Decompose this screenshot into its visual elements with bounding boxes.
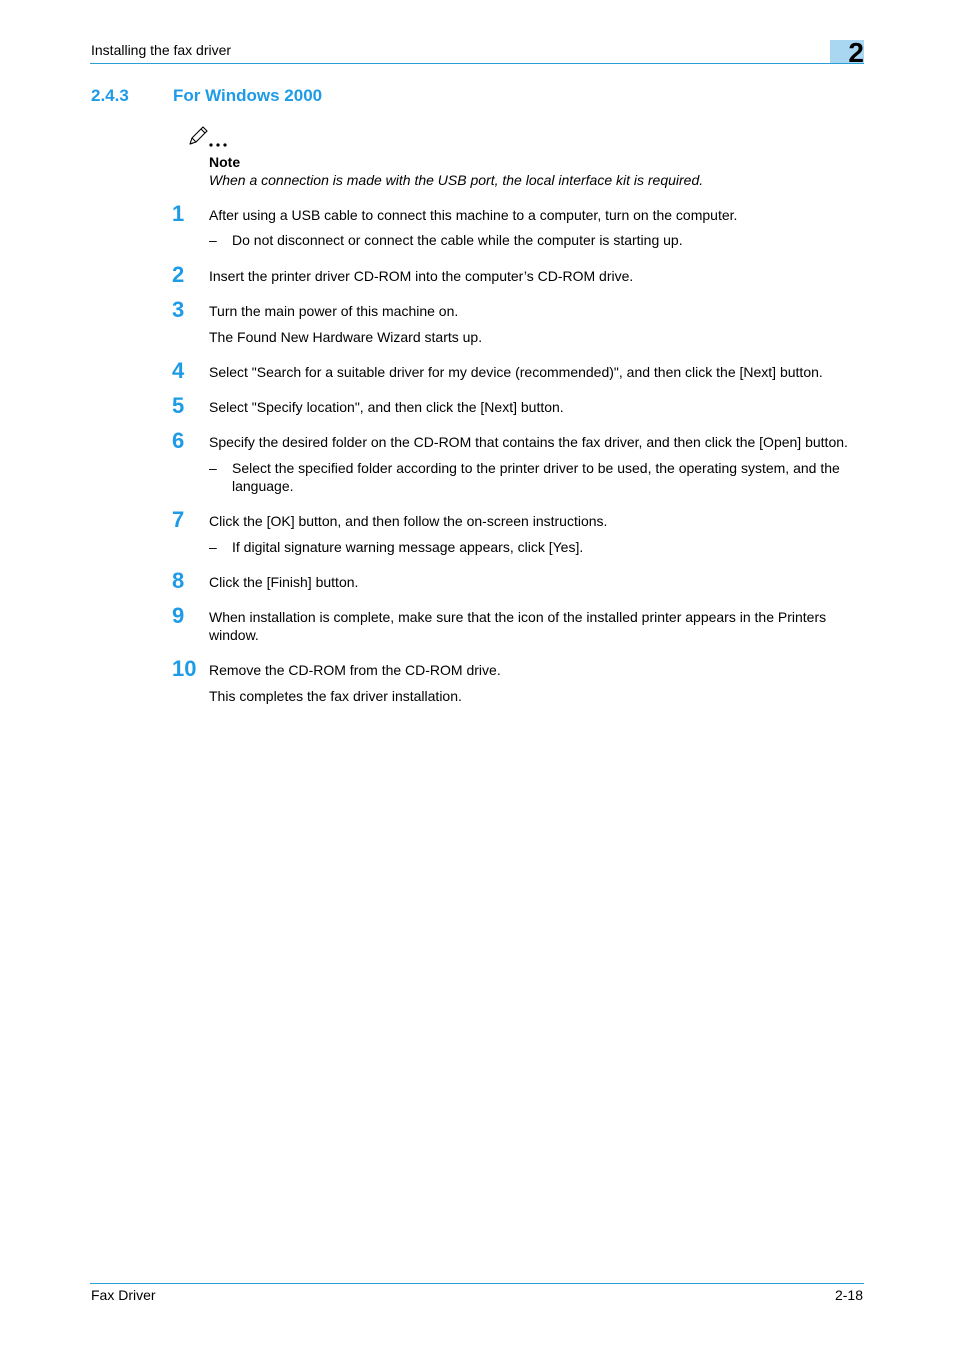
step-number: 5 — [172, 393, 185, 418]
step-number: 2 — [172, 262, 185, 287]
page-number: 2-18 — [834, 1287, 863, 1303]
step-subitem: Select the specified folder according to the printer driver to be used, the operating system, and the language. — [232, 460, 840, 494]
step-number: 7 — [172, 507, 185, 532]
step-text: After using a USB cable to connect this machine to a computer, turn on the computer. — [209, 207, 738, 223]
step-number: 4 — [172, 358, 185, 383]
pencil-note-icon — [187, 124, 233, 148]
footer-title: Fax Driver — [91, 1287, 156, 1303]
step-text: Click the [OK] button, and then follow the on-screen instructions. — [209, 513, 608, 529]
step-text: Remove the CD-ROM from the CD-ROM drive. — [209, 662, 501, 678]
step-number: 6 — [172, 428, 185, 453]
header-rule — [90, 63, 864, 64]
running-header: Installing the fax driver — [91, 42, 232, 58]
chapter-number: 2 — [848, 37, 864, 68]
step-number: 9 — [172, 603, 185, 628]
step-number: 1 — [172, 201, 185, 226]
footer-rule — [90, 1283, 864, 1284]
section-title: For Windows 2000 — [173, 86, 323, 105]
step-result: This completes the fax driver installation. — [209, 688, 462, 704]
step-text: Select "Search for a suitable driver for my device (recommended)", and then click the [Next] button. — [209, 364, 823, 380]
step-text: When installation is complete, make sure that the icon of the installed printer appears in the Printers window. — [209, 609, 827, 643]
step-number: 8 — [172, 568, 185, 593]
step-text: Turn the main power of this machine on. — [209, 303, 459, 319]
step-result: The Found New Hardware Wizard starts up. — [209, 329, 483, 345]
section-number: 2.4.3 — [91, 86, 129, 105]
step-number: 10 — [172, 656, 197, 681]
bullet-dash: – — [209, 460, 217, 476]
bullet-dash: – — [209, 539, 217, 555]
step-subitem: Do not disconnect or connect the cable while the computer is starting up. — [232, 232, 683, 248]
note-label: Note — [209, 154, 241, 170]
chapter-tab — [830, 37, 864, 68]
step-number: 3 — [172, 297, 185, 322]
step-text: Select "Specify location", and then click the [Next] button. — [209, 399, 564, 415]
step-text: Click the [Finish] button. — [209, 574, 359, 590]
note-text: When a connection is made with the USB port, the local interface kit is required. — [209, 172, 704, 188]
step-text: Specify the desired folder on the CD-ROM that contains the fax driver, and then click the [Open] button. — [209, 434, 848, 450]
step-text: Insert the printer driver CD-ROM into the computer’s CD-ROM drive. — [209, 268, 634, 284]
step-subitem: If digital signature warning message appears, click [Yes]. — [232, 539, 584, 555]
bullet-dash: – — [209, 232, 217, 248]
